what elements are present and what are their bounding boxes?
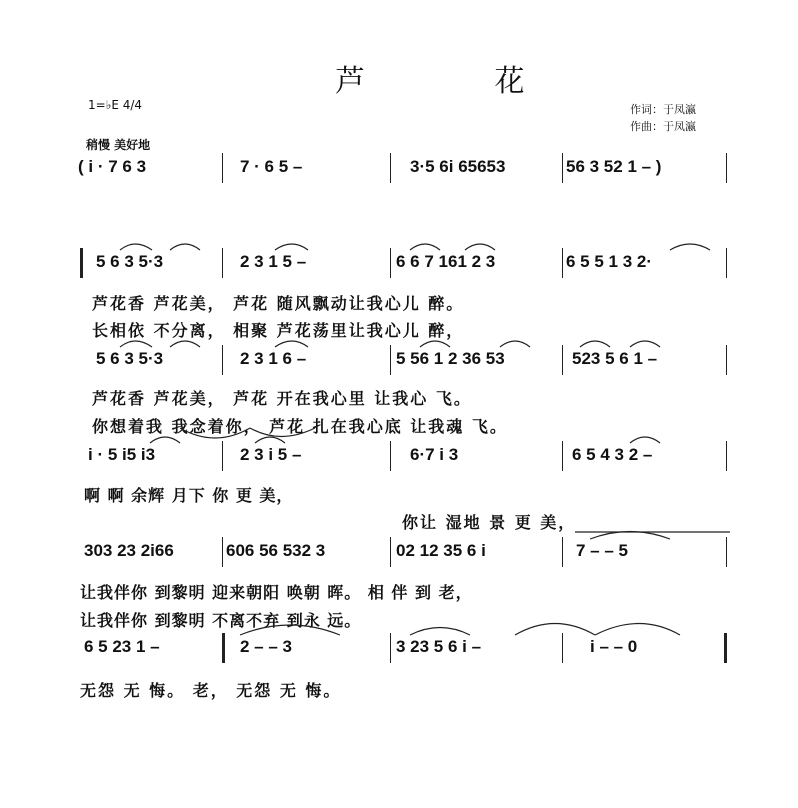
barline xyxy=(726,441,727,471)
measure-2-1: 5 6 3 5·3 xyxy=(96,252,164,271)
lyricist-credit: 作词：于凤瀛 xyxy=(630,103,696,116)
barline xyxy=(726,345,727,375)
staff-line-3 xyxy=(0,345,798,375)
measure-5-3: 02 12 35 6 i xyxy=(396,541,486,560)
song-title: 芦 花 xyxy=(335,64,585,99)
lyrics-line-3a: 芦花香 芦花美， 芦花 开在我心里 让我心 飞。 xyxy=(92,389,472,408)
barline xyxy=(562,248,563,278)
barline xyxy=(222,153,223,183)
lyrics-line-6: 无怨 无 悔。 老， 无怨 无 悔。 xyxy=(80,681,342,700)
staff-line-5 xyxy=(0,537,798,567)
measure-3-3: 5 56 1 2 36 53 xyxy=(396,349,505,368)
key-signature: 1=♭E 4/4 xyxy=(88,98,143,112)
measure-6-3: 3 23 5 6 i – xyxy=(396,637,482,656)
barline xyxy=(390,537,391,567)
measure-3-2: 2 3 1 6 – xyxy=(240,349,307,368)
measure-5-1: 303 23 2i66 xyxy=(84,541,174,560)
measure-3-1: 5 6 3 5·3 xyxy=(96,349,164,368)
staff-line-4 xyxy=(0,441,798,471)
barline xyxy=(222,441,223,471)
measure-2-3: 6 6 7 161 2 3 xyxy=(396,252,496,271)
repeat-sign xyxy=(80,248,83,278)
barline xyxy=(562,441,563,471)
barline xyxy=(562,633,563,663)
tempo-marking: 稍慢 美好地 xyxy=(86,138,151,152)
barline xyxy=(562,537,563,567)
measure-6-4: i – – 0 xyxy=(590,637,638,656)
measure-1-1: ( i · 7 6 3 xyxy=(78,157,147,176)
staff-line-1 xyxy=(0,153,798,183)
measure-1-4: 56 3 52 1 – ) xyxy=(566,157,662,176)
barline xyxy=(222,345,223,375)
staff-line-6 xyxy=(0,633,798,663)
composer-credit: 作曲：于凤瀛 xyxy=(630,120,696,133)
barline xyxy=(390,248,391,278)
lyrics-line-5a: 让我伴你 到黎明 迎来朝阳 唤朝 晖。 相 伴 到 老， xyxy=(80,583,473,602)
measure-2-4: 6 5 5 1 3 2· xyxy=(566,252,653,271)
barline xyxy=(562,345,563,375)
barline xyxy=(390,441,391,471)
barline xyxy=(726,153,727,183)
measure-5-2: 606 56 532 3 xyxy=(226,541,326,560)
staff-line-2 xyxy=(0,248,798,278)
measure-4-4: 6 5 4 3 2 – xyxy=(572,445,653,464)
measure-4-3: 6·7 i 3 xyxy=(410,445,459,464)
measure-1-2: 7 · 6 5 – xyxy=(240,157,303,176)
barline xyxy=(726,248,727,278)
barline xyxy=(562,153,563,183)
measure-4-2: 2 3 i 5 – xyxy=(240,445,302,464)
barline xyxy=(390,153,391,183)
lyrics-line-4b: 你让 湿地 景 更 美， xyxy=(402,513,577,532)
barline xyxy=(390,633,391,663)
measure-4-1: i · 5 i5 i3 xyxy=(88,445,156,464)
lyrics-line-4a: 啊 啊 余辉 月下 你 更 美， xyxy=(84,486,294,505)
lyrics-line-2a: 芦花香 芦花美， 芦花 随风飘动让我心儿 醉。 xyxy=(92,294,465,313)
barline xyxy=(222,248,223,278)
measure-2-2: 2 3 1 5 – xyxy=(240,252,307,271)
measure-1-3: 3·5 6i 65653 xyxy=(410,157,506,176)
measure-3-4: 523 5 6 1 – xyxy=(572,349,658,368)
measure-6-2: 2 – – 3 xyxy=(240,637,292,656)
measure-5-4: 7 – – 5 xyxy=(576,541,628,560)
lyrics-line-5b: 让我伴你 到黎明 不离不弃 到永 远。 xyxy=(80,611,362,630)
barline xyxy=(222,537,223,567)
lyrics-line-2b: 长相依 不分离， 相聚 芦花荡里让我心儿 醉， xyxy=(92,321,465,340)
repeat-sign xyxy=(222,633,225,663)
final-barline xyxy=(724,633,727,663)
measure-6-1: 6 5 23 1 – xyxy=(84,637,160,656)
barline xyxy=(726,537,727,567)
lyrics-line-3b: 你想着我 我念着你， 芦花 扎在我心底 让我魂 飞。 xyxy=(92,417,508,436)
barline xyxy=(390,345,391,375)
